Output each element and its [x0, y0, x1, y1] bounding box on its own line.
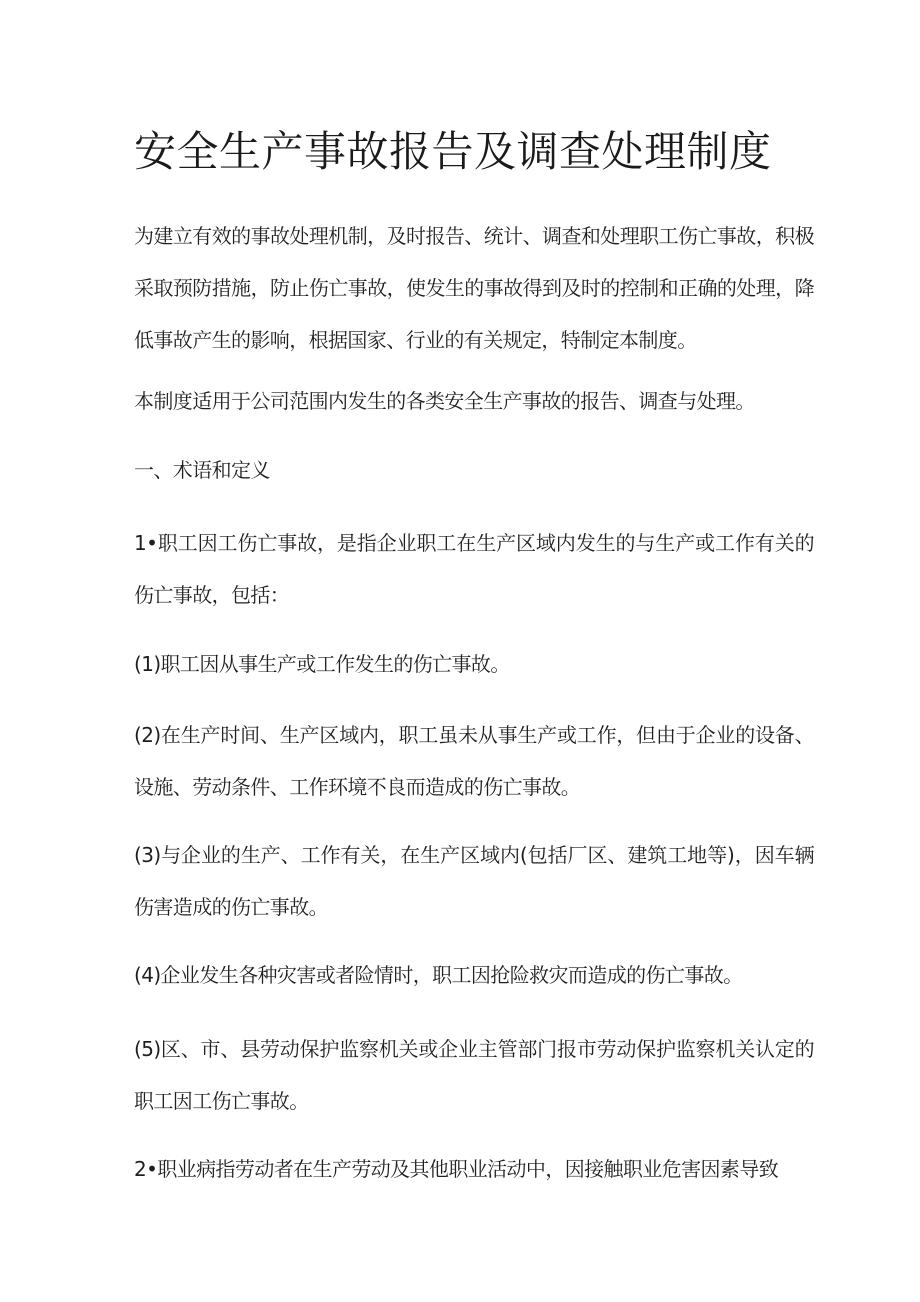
paragraph-purpose: 为建立有效的事故处理机制，及时报告、统计、调查和处理职工伤亡事故，积极采取预防措施，防止伤亡事故，使发生的事故得到及时的控制和正确的处理，降低事故产生的影响，根据国家、行业的有关规定，特制定本制度。 [134, 224, 814, 352]
paragraph-scope: 本制度适用于公司范围内发生的各类安全生产事故的报告、调查与处理。 [134, 389, 755, 413]
section-heading-terms: 一、术语和定义 [134, 458, 270, 482]
list-item-5: (5)区、市、县劳动保护监察机关或企业主管部门报市劳动保护监察机关认定的职工因工伤亡事故。 [134, 1037, 814, 1113]
document-title: 安全生产事故报告及调查处理制度 [134, 127, 772, 176]
list-item-3: (3)与企业的生产、工作有关，在生产区域内(包括厂区、建筑工地等)，因车辆伤害造成的伤亡事故。 [134, 843, 814, 919]
list-item-1: (1)职工因从事生产或工作发生的伤亡事故。 [134, 652, 510, 676]
list-item-4: (4)企业发生各种灾害或者险情时，职工因抢险救灾而造成的伤亡事故。 [134, 963, 743, 987]
list-item-2: (2)在生产时间、生产区域内，职工虽未从事生产或工作，但由于企业的设备、设施、劳动条件、工作环境不良而造成的伤亡事故。 [134, 723, 814, 799]
paragraph-definition-1: 1•职工因工伤亡事故，是指企业职工在生产区域内发生的与生产或工作有关的伤亡事故，包括： [134, 531, 814, 607]
paragraph-definition-2: 2•职业病指劳动者在生产劳动及其他职业活动中，因接触职业危害因素导致 [134, 1157, 779, 1181]
